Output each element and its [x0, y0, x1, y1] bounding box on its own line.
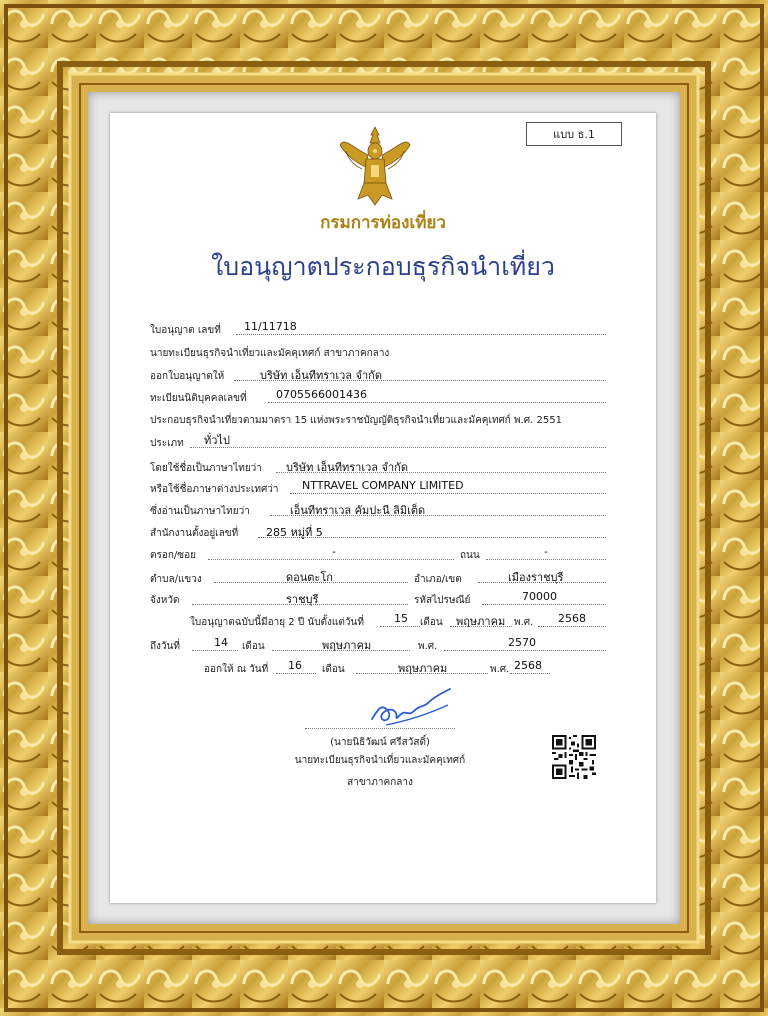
- valid-from-year: 2568: [558, 612, 586, 625]
- reading: เอ็นทีทราเวล คัมปะนี ลิมิเต็ด: [290, 504, 426, 517]
- postcode: 70000: [522, 590, 557, 603]
- issued-to: บริษัท เอ็นทีทราเวล จำกัด: [260, 369, 382, 382]
- signatory-position: นายทะเบียนธุรกิจนำเที่ยวและมัคคุเทศก์: [294, 755, 466, 766]
- department-name: กรมการท่องเที่ยว: [320, 213, 446, 233]
- certificate: [110, 113, 656, 903]
- valid-from-day: 15: [394, 612, 408, 625]
- signatory-name: (นายนิธิวัฒน์ ศรีสวัสดิ์): [330, 737, 430, 748]
- subdistrict-label: ตำบล/แขวง: [150, 574, 202, 585]
- issued-on-label: ออกให้ ณ วันที่: [204, 664, 269, 675]
- office-address: 285 หมู่ที่ 5: [266, 526, 323, 539]
- license-type: ทั่วไป: [204, 434, 230, 447]
- juristic-no: 0705566001436: [276, 388, 367, 401]
- be-label-3: พ.ศ.: [490, 664, 510, 675]
- province: ราชบุรี: [286, 593, 319, 606]
- validity-label: ใบอนุญาตฉบับนี้มีอายุ 2 ปี นับตั้งแต่วันที่: [190, 617, 364, 628]
- juristic-label: ทะเบียนนิติบุคคลเลขที่: [150, 393, 247, 404]
- soi: -: [332, 545, 336, 558]
- garuda-emblem-icon: [338, 125, 412, 207]
- be-label-2: พ.ศ.: [418, 641, 438, 652]
- until-year: 2570: [508, 636, 536, 649]
- province-label: จังหวัด: [150, 595, 180, 606]
- issued-year: 2568: [514, 659, 542, 672]
- subdistrict: ดอนตะโก: [286, 571, 333, 584]
- issued-month: พฤษภาคม: [398, 662, 448, 675]
- until-month: พฤษภาคม: [322, 639, 372, 652]
- thai-name-label: โดยใช้ชื่อเป็นภาษาไทยว่า: [150, 463, 262, 474]
- issued-to-label: ออกใบอนุญาตให้: [150, 371, 225, 382]
- issued-day: 16: [288, 659, 302, 672]
- type-label: ประเภท: [150, 438, 184, 449]
- license-no: 11/11718: [244, 320, 297, 333]
- foreign-name-label: หรือใช้ชื่อภาษาต่างประเทศว่า: [150, 484, 279, 495]
- foreign-name: NTTRAVEL COMPANY LIMITED: [302, 479, 464, 492]
- act-line: ประกอบธุรกิจนำเที่ยวตามมาตรา 15 แห่งพระราชบัญญัติธุรกิจนำเที่ยวและมัคคุเทศก์ พ.ศ. 2551: [150, 415, 562, 426]
- license-no-label: ใบอนุญาต เลขที่: [150, 325, 221, 336]
- until-day: 14: [214, 636, 228, 649]
- signatory-branch: สาขาภาคกลาง: [347, 777, 413, 788]
- valid-from-month: พฤษภาคม: [456, 615, 506, 628]
- month-label-1: เดือน: [420, 617, 443, 628]
- form-code: แบบ ธ.1: [526, 122, 622, 146]
- month-label-2: เดือน: [242, 641, 265, 652]
- month-label-3: เดือน: [322, 664, 345, 675]
- office-label: สำนักงานตั้งอยู่เลขที่: [150, 528, 239, 539]
- until-label: ถึงวันที่: [150, 641, 180, 652]
- road-label: ถนน: [460, 550, 480, 561]
- signature-line: [305, 728, 455, 729]
- registrar-line: นายทะเบียนธุรกิจนำเที่ยวและมัคคุเทศก์ สาขาภาคกลาง: [150, 348, 390, 359]
- soi-label: ตรอก/ซอย: [150, 550, 196, 561]
- signature: [366, 685, 452, 729]
- be-label-1: พ.ศ.: [514, 617, 534, 628]
- road: -: [544, 545, 548, 558]
- reading-label: ซึ่งอ่านเป็นภาษาไทยว่า: [150, 506, 250, 517]
- district: เมืองราชบุรี: [508, 571, 564, 584]
- qr-code-icon[interactable]: [552, 735, 596, 779]
- thai-name: บริษัท เอ็นทีทราเวล จำกัด: [286, 461, 408, 474]
- postcode-label: รหัสไปรษณีย์: [414, 595, 471, 606]
- certificate-title: ใบอนุญาตประกอบธุรกิจนำเที่ยว: [211, 252, 555, 281]
- district-label: อำเภอ/เขต: [414, 574, 462, 585]
